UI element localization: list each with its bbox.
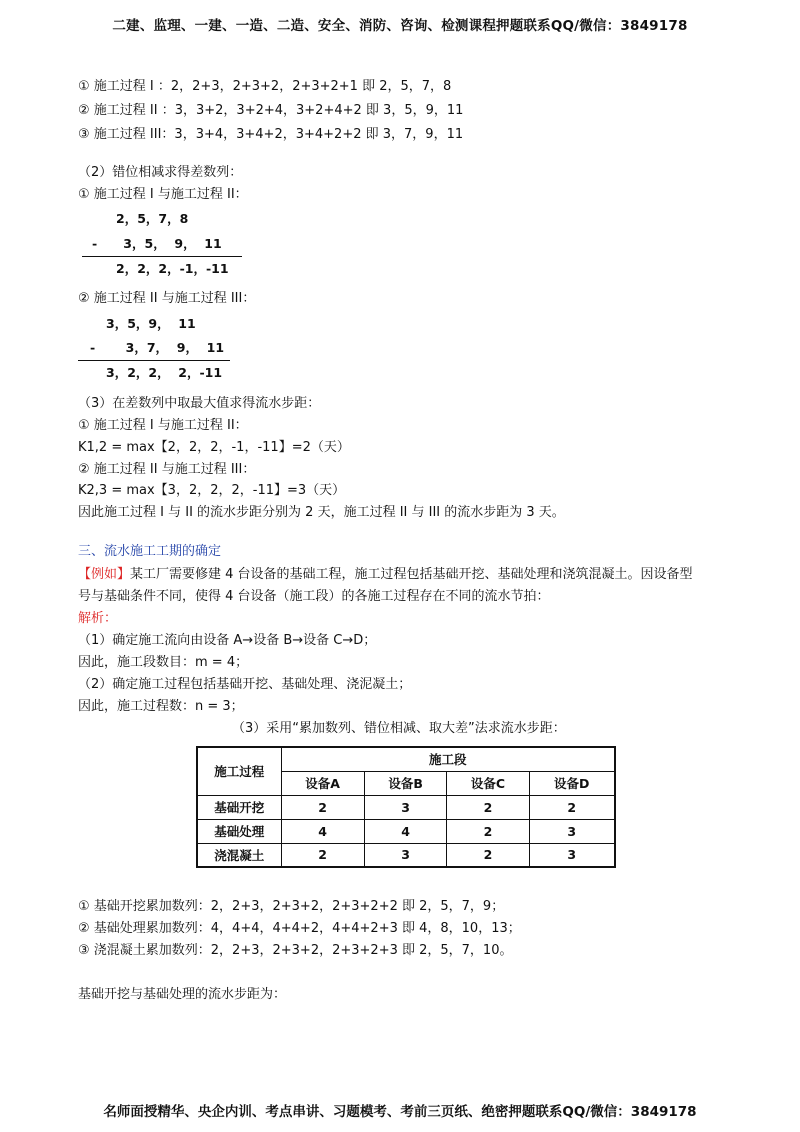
line-process-2: ② 施工过程 II ：3，3+2，3+2+4，3+2+4+2 即 3，5，9，11 bbox=[78, 103, 464, 118]
rhythm-table bbox=[196, 746, 616, 868]
subtraction-1-label: ① 施工过程 I 与施工过程 II： bbox=[78, 187, 248, 202]
calc1-row1: 2，5，7，8 bbox=[116, 211, 189, 226]
step-2-heading: （2）错位相减求得差数列： bbox=[78, 165, 243, 180]
section-heading: 三、流水施工工期的确定 bbox=[78, 544, 222, 559]
table-header-process: 施工过程 bbox=[197, 747, 281, 795]
k23-formula: K2,3 = max【3，2，2，2，-11】=3（天） bbox=[78, 483, 346, 498]
table-cell: 2 bbox=[281, 795, 364, 819]
calc2-rule bbox=[78, 360, 230, 361]
table-cell: 3 bbox=[364, 795, 447, 819]
calc1-rule bbox=[82, 256, 242, 257]
line-process-1: ① 施工过程 I ：2，2+3，2+3+2，2+3+2+1 即 2，5，7，8 bbox=[78, 79, 452, 94]
analysis-2: 因此，施工段数目：m = 4； bbox=[78, 655, 249, 670]
table-cell: 2 bbox=[447, 795, 529, 819]
table-header-col: 设备A bbox=[281, 771, 364, 795]
table-cell: 3 bbox=[529, 819, 615, 843]
example-line-2: 号与基础条件不同，使得 4 台设备（施工段）的各施工过程存在不同的流水节拍： bbox=[78, 589, 550, 604]
calc2-row3: 3，2，2， 2，-11 bbox=[106, 365, 223, 380]
calc1-row2: - 3，5， 9， 11 bbox=[92, 236, 222, 251]
table-header-group: 施工段 bbox=[281, 747, 615, 771]
table-cell: 2 bbox=[529, 795, 615, 819]
page-footer: 名师面授精华、央企内训、考点串讲、习题模考、考前三页纸、绝密押题联系QQ/微信：3849178 bbox=[103, 1104, 697, 1120]
analysis-1: （1）确定施工流向由设备 A→设备 B→设备 C→D； bbox=[78, 633, 377, 648]
table-cell: 3 bbox=[364, 843, 447, 867]
analysis-3: （2）确定施工过程包括基础开挖、基础处理、浇泥凝土； bbox=[78, 677, 412, 692]
table-row bbox=[197, 843, 615, 867]
table-cell: 2 bbox=[281, 843, 364, 867]
cumulative-1: ① 基础开挖累加数列：2，2+3，2+3+2，2+3+2+2 即 2，5，7，9； bbox=[78, 899, 505, 914]
table-cell: 2 bbox=[447, 819, 529, 843]
calc2-row1: 3，5，9， 11 bbox=[106, 316, 196, 331]
subtraction-2-label: ② 施工过程 II 与施工过程 III： bbox=[78, 291, 256, 306]
table-header-col: 设备D bbox=[529, 771, 615, 795]
table-cell-name: 浇混凝土 bbox=[197, 843, 281, 867]
page-header: 二建、监理、一建、一造、二造、安全、消防、咨询、检测课程押题联系QQ/微信：3849178 bbox=[112, 18, 688, 34]
k12-formula: K1,2 = max【2，2，2，-1，-11】=2（天） bbox=[78, 440, 350, 455]
table-row bbox=[197, 795, 615, 819]
step-distance-label: 基础开挖与基础处理的流水步距为： bbox=[78, 987, 287, 1002]
calc2-row2: - 3，7， 9， 11 bbox=[90, 340, 225, 355]
step-3-heading: （3）在差数列中取最大值求得流水步距： bbox=[78, 396, 321, 411]
analysis-4: 因此，施工过程数：n = 3； bbox=[78, 699, 244, 714]
table-cell-name: 基础处理 bbox=[197, 819, 281, 843]
k12-label: ① 施工过程 I 与施工过程 II： bbox=[78, 418, 248, 433]
calc1-row3: 2，2，2，-1，-11 bbox=[116, 261, 229, 276]
table-header-col: 设备C bbox=[447, 771, 529, 795]
table-cell: 4 bbox=[364, 819, 447, 843]
example-line-1 bbox=[78, 566, 693, 584]
table-cell: 3 bbox=[529, 843, 615, 867]
line-process-3: ③ 施工过程 III：3，3+4，3+4+2，3+4+2+2 即 3，7，9，11 bbox=[78, 127, 464, 142]
cumulative-3: ③ 浇混凝土累加数列：2，2+3，2+3+2，2+3+2+3 即 2，5，7，10。 bbox=[78, 943, 513, 958]
example-tag: 【例如】 bbox=[78, 567, 131, 582]
conclusion: 因此施工过程 I 与 II 的流水步距分别为 2 天，施工过程 II 与 III 的流水步距为 3 天。 bbox=[78, 505, 565, 520]
table-cell-name: 基础开挖 bbox=[197, 795, 281, 819]
table-row bbox=[197, 819, 615, 843]
table-cell: 4 bbox=[281, 819, 364, 843]
cumulative-2: ② 基础处理累加数列：4，4+4，4+4+2，4+4+2+3 即 4，8，10，13； bbox=[78, 921, 521, 936]
analysis-label: 解析： bbox=[78, 611, 118, 626]
table-cell: 2 bbox=[447, 843, 529, 867]
table-header-col: 设备B bbox=[364, 771, 447, 795]
k23-label: ② 施工过程 II 与施工过程 III： bbox=[78, 462, 256, 477]
analysis-5: （3）采用“累加数列、错位相减、取大差”法求流水步距： bbox=[232, 721, 566, 736]
example-text: 某工厂需要修建 4 台设备的基础工程，施工过程包括基础开挖、基础处理和浇筑混凝土。因设备型 bbox=[130, 567, 693, 582]
